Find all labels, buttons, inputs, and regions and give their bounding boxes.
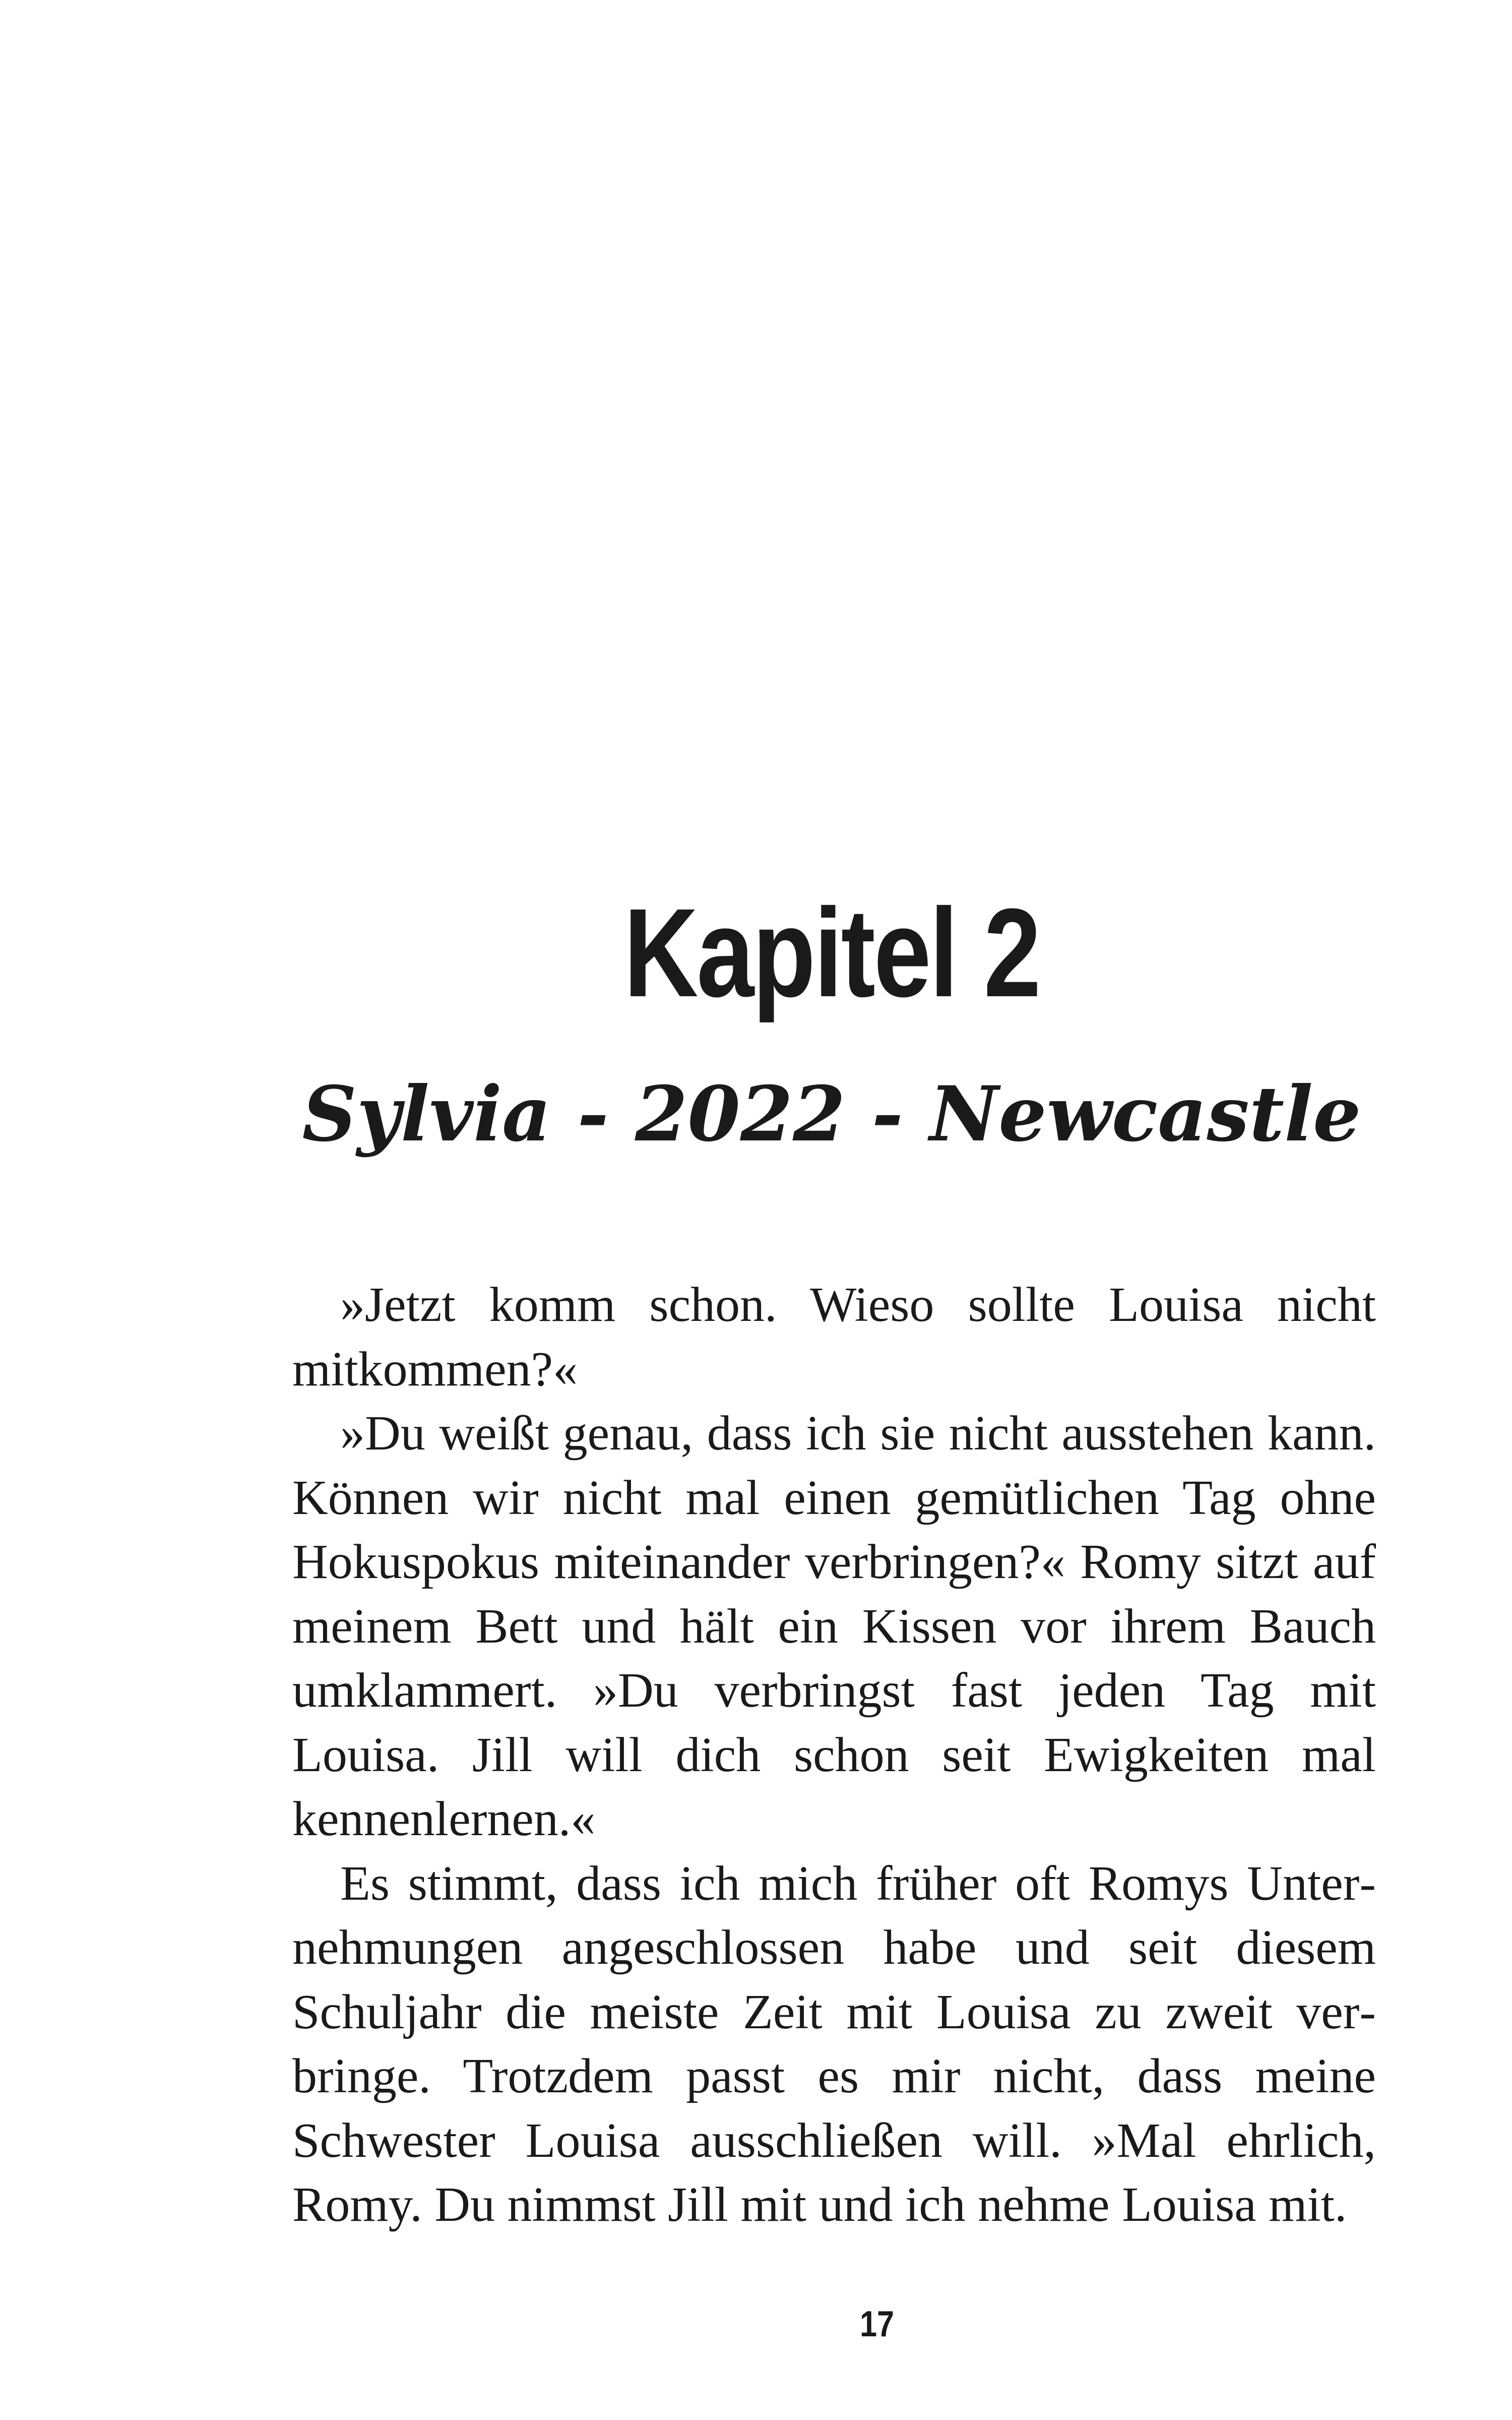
chapter-subtitle: Sylvia - 2022 - Newcastle xyxy=(302,1070,1361,1159)
chapter-title: Kapitel 2 xyxy=(623,882,1040,1023)
paragraph: »Jetzt komm schon. Wieso sollte Louisa nicht mitkommen?« xyxy=(292,1278,1376,1397)
paragraph: Es stimmt, dass ich mich früher oft Romys Unternehmungen angeschlossen habe und seit diesem Schuljahr die meiste Zeit mit Louisa zu zweit verbringe. Trotzdem passt es mir nicht, dass meine Schwester Louisa ausschließen will. »Mal ehrlich, Romy. Du nimmst Jill mit und ich nehme Louisa mit. xyxy=(292,1856,1376,2232)
paragraph: »Du weißt genau, dass ich sie nicht ausstehen kann. Können wir nicht mal einen gemütlichen Tag ohne Hokuspokus miteinander verbringen?« Romy sitzt auf meinem Bett und hält ein Kissen vor ihrem Bauch umklammert. »Du verbringst fast jeden Tag mit Louisa. Jill will dich schon seit Ewigkeiten mal kennenlernen.« xyxy=(292,1406,1376,1846)
body-text xyxy=(292,1273,1376,2237)
page-number: 17 xyxy=(859,2304,895,2344)
